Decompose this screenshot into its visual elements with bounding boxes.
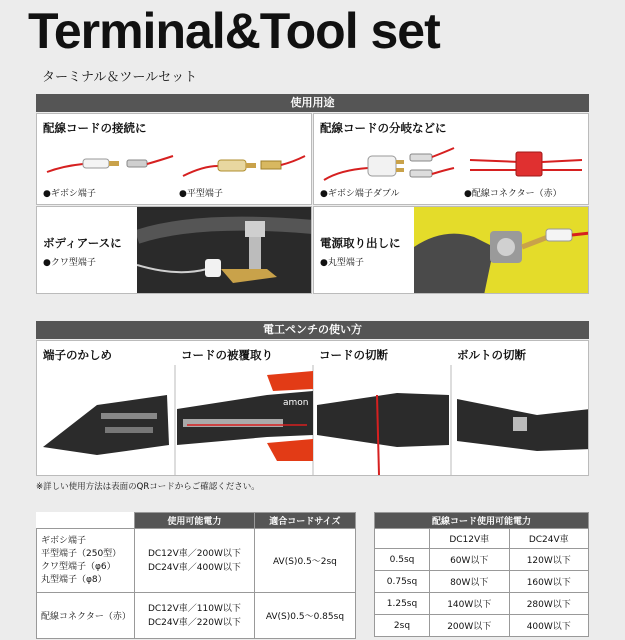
- table-cell: 1.25sq: [375, 593, 430, 615]
- power-panel: [313, 206, 589, 294]
- connection-panel: [36, 113, 312, 205]
- pliers-photo: [37, 365, 589, 476]
- power-item: ●丸型端子: [320, 258, 364, 268]
- pliers-header: 電工ペンチの使い方: [36, 321, 589, 339]
- wire-power-table: [374, 512, 589, 637]
- pliers-brand: amon: [283, 398, 309, 408]
- table-cell: DC24V車／400W以下: [147, 562, 241, 573]
- table-cell: 60W以下: [430, 549, 510, 571]
- branch-title: 配線コードの分岐などに: [320, 121, 447, 135]
- table-row: [375, 529, 589, 549]
- connection-title: 配線コードの接続に: [43, 121, 147, 135]
- table-cell: 120W以下: [509, 549, 589, 571]
- table-row: [37, 593, 356, 639]
- table-cell: DC12V車／200W以下: [147, 548, 241, 559]
- table-cell: 丸型端子（φ8）: [41, 574, 107, 585]
- table-cell: AV(S)0.5～2sq: [254, 529, 355, 593]
- branch-photo: [320, 140, 585, 186]
- power-table: [36, 512, 356, 639]
- table-row: [375, 593, 589, 615]
- table-cell: AV(S)0.5～0.85sq: [254, 593, 355, 639]
- body-earth-photo: [137, 207, 312, 294]
- table-cell: DC12V車／110W以下: [147, 603, 241, 614]
- table-cell: 0.75sq: [375, 571, 430, 593]
- power-table-header-size: 適合コードサイズ: [254, 513, 355, 529]
- page-subtitle: ターミナル＆ツールセット: [42, 70, 198, 85]
- power-table-header-power: 使用可能電力: [135, 513, 255, 529]
- body-earth-item: ●クワ型端子: [43, 258, 96, 268]
- branch-item-1: ●配線コネクター（赤）: [464, 189, 562, 199]
- table-cell: クワ型端子（φ6）: [41, 561, 116, 572]
- connection-item-1: ●平型端子: [179, 189, 223, 199]
- table-row: [375, 549, 589, 571]
- table-cell: DC12V車: [430, 529, 510, 549]
- table-cell: 400W以下: [509, 615, 589, 637]
- page-title: Terminal&Tool set: [28, 3, 440, 59]
- pliers-step-3: ボルトの切断: [457, 348, 526, 362]
- table-cell: ギボシ端子: [41, 535, 87, 546]
- connection-item-0: ●ギボシ端子: [43, 189, 96, 199]
- table-row: [375, 571, 589, 593]
- table-row: [37, 529, 356, 593]
- power-photo: [414, 207, 589, 294]
- body-earth-panel: [36, 206, 312, 294]
- wire-power-table-header: 配線コード使用可能電力: [375, 513, 589, 529]
- table-cell: 配線コネクター（赤）: [37, 593, 135, 639]
- pliers-step-2: コードの切断: [319, 348, 388, 362]
- usage-note: ※詳しい使用方法は表面のQRコードからご確認ください。: [36, 482, 260, 492]
- table-cell: 160W以下: [509, 571, 589, 593]
- table-cell: 平型端子（250型）: [41, 548, 122, 559]
- pliers-panel: [36, 340, 589, 476]
- table-cell: 2sq: [375, 615, 430, 637]
- branch-item-0: ●ギボシ端子ダブル: [320, 189, 400, 199]
- table-cell: DC24V車／220W以下: [147, 617, 241, 628]
- table-cell: 140W以下: [430, 593, 510, 615]
- usage-header: 使用用途: [36, 94, 589, 112]
- table-cell: 0.5sq: [375, 549, 430, 571]
- table-row: [375, 615, 589, 637]
- branch-panel: [313, 113, 589, 205]
- table-cell: 80W以下: [430, 571, 510, 593]
- pliers-step-0: 端子のかしめ: [43, 348, 112, 362]
- body-earth-title: ボディアースに: [43, 236, 122, 250]
- pliers-step-1: コードの被覆取り: [181, 348, 273, 362]
- table-cell: 280W以下: [509, 593, 589, 615]
- terminal-photo: [43, 144, 308, 184]
- table-cell: 200W以下: [430, 615, 510, 637]
- table-cell: DC24V車: [509, 529, 589, 549]
- power-title: 電源取り出しに: [320, 236, 401, 250]
